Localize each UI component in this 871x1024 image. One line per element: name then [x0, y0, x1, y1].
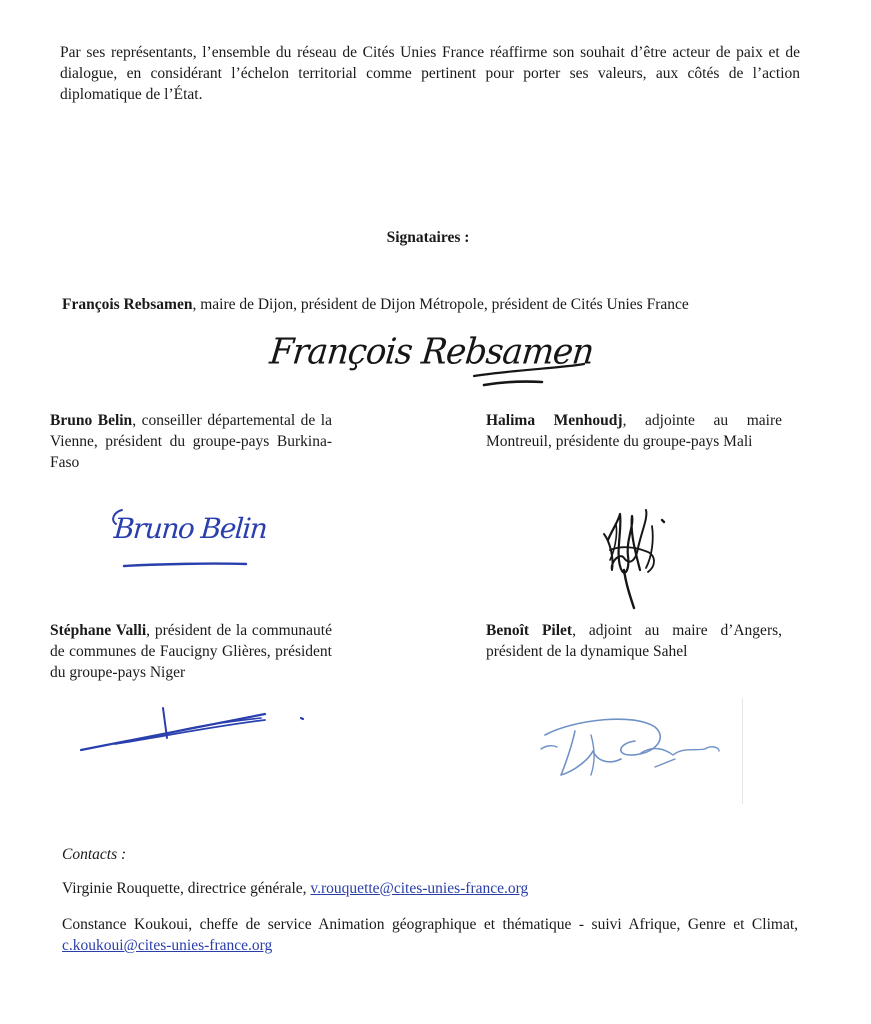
contact-email-link[interactable]: c.koukoui@cites-unies-france.org — [62, 937, 273, 954]
contact-email-link[interactable]: v.rouquette@cites-unies-france.org — [310, 880, 529, 897]
contact-text: Virginie Rouquette, directrice générale, — [62, 880, 311, 897]
president-line — [62, 296, 822, 314]
signatory-stephane-valli — [50, 620, 332, 683]
contacts-label: Contacts : — [62, 846, 127, 863]
intro-paragraph: Par ses représentants, l’ensemble du réseau de Cités Unies France réaffirme son souhait d’être acteur de paix et de dialogue, en considérant l’échelon territorial comme pertinent pour porter ses valeurs, aux côtés de l’action diplomatique de l’État. — [60, 44, 800, 103]
signatory-role: , adjointe au maire Montreuil, présidente du groupe-pays Mali — [486, 412, 783, 450]
signature-bruno-belin-handwriting: Bruno Belin — [112, 512, 268, 545]
president-signature — [262, 330, 596, 390]
signatory-benoit-pilet — [486, 620, 782, 662]
signature-stephane-valli — [75, 700, 315, 760]
signature-bruno-belin — [100, 500, 280, 575]
signatory-name: Halima Menhoudj — [486, 412, 623, 429]
signatory-name: Benoît Pilet — [486, 622, 573, 639]
signatory-name: Bruno Belin — [50, 412, 133, 429]
president-name: François Rebsamen — [62, 296, 193, 313]
contact-constance-koukoui — [62, 914, 798, 956]
signatory-role: , conseiller départemental de la Vienne, président du groupe-pays Burkina-Faso — [50, 412, 332, 471]
signatory-name: Stéphane Valli — [50, 622, 147, 639]
contact-text: Constance Koukoui, cheffe de service Animation géographique et thématique - suivi Afrique, Genre et Climat, — [62, 916, 798, 933]
signatory-halima-menhoudj — [486, 410, 782, 452]
signature-halima-menhoudj — [590, 500, 680, 615]
contact-virginie-rouquette — [62, 878, 798, 899]
signature-benoit-pilet — [535, 705, 745, 800]
signatory-role: , président de la communauté de communes de Faucigny Glières, président du groupe-pays Niger — [50, 622, 332, 681]
signature-frame-edge — [742, 698, 743, 804]
signatory-role: , adjoint au maire d’Angers, président de la dynamique Sahel — [486, 622, 783, 660]
president-role: , maire de Dijon, président de Dijon Métropole, président de Cités Unies France — [192, 296, 689, 313]
signatories-heading: Signataires : — [386, 229, 470, 246]
signatory-bruno-belin — [50, 410, 332, 473]
president-signature-handwriting: François Rebsamen — [267, 331, 596, 373]
